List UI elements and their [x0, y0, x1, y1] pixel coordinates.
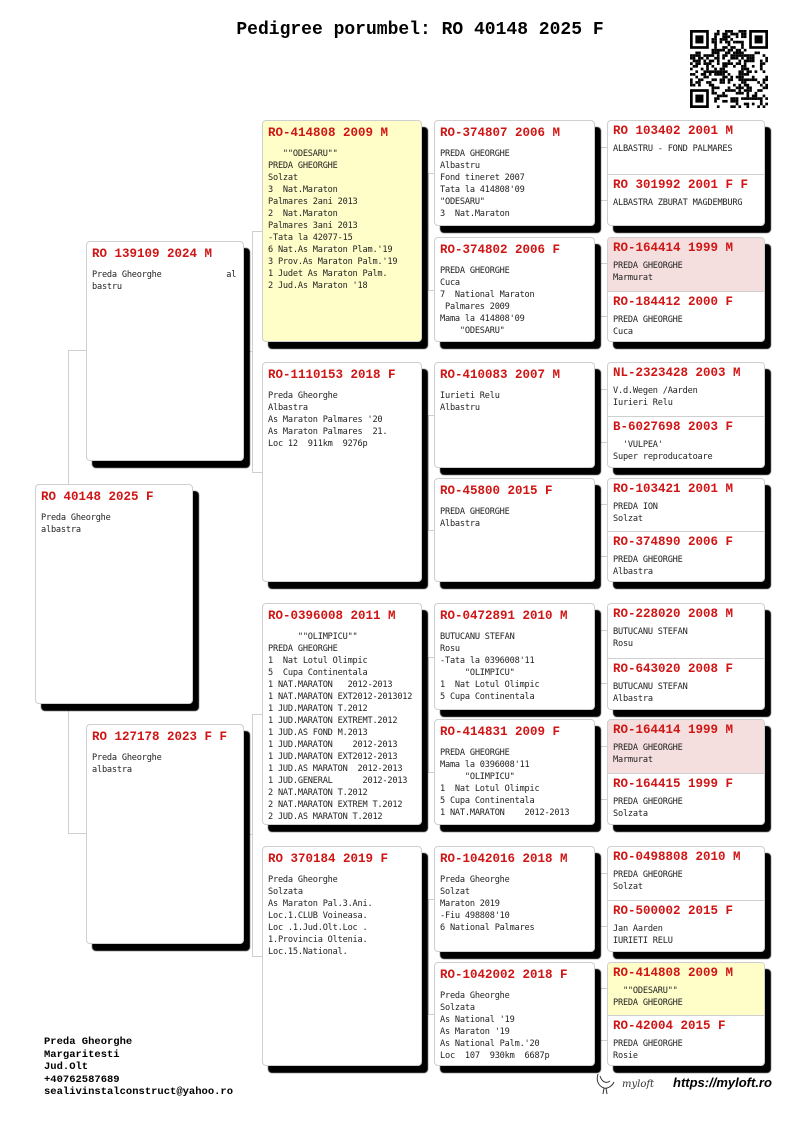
- bird-detail-line: ""ODESARU"": [613, 986, 678, 996]
- connector-line: [428, 657, 429, 773]
- connector-line: [600, 799, 607, 800]
- bird-detail-line: 1.Provincia Oltenia.: [268, 935, 368, 945]
- connector-line: [600, 263, 601, 316]
- connector-line: [600, 263, 607, 264]
- connector-line: [595, 657, 600, 658]
- bird-detail-line: Loc.15.National.: [268, 947, 348, 957]
- bird-logo-icon: [594, 1072, 616, 1096]
- owner-contact: [44, 1036, 233, 1099]
- bird-detail-line: Albastru: [440, 403, 480, 413]
- connector-line: [68, 703, 69, 833]
- great-great-grandparents-pair: [607, 120, 765, 226]
- connector-line: [600, 630, 601, 684]
- bird-ring-id: RO-103421 2001 M: [613, 482, 734, 496]
- connector-line: [595, 530, 600, 531]
- bird-detail-line: PREDA GHEORGHE: [440, 149, 510, 159]
- connector-line: [600, 556, 607, 557]
- bird-detail-line: As Maraton '19: [440, 1027, 510, 1037]
- bird-detail-line: PREDA ION: [613, 502, 658, 512]
- ancestor-card[interactable]: [262, 120, 422, 342]
- bird-detail-line: ""ODESARU"": [268, 149, 338, 159]
- great-great-grandparents-pair: [607, 362, 765, 468]
- bird-detail-line: 'VULPEA': [613, 440, 663, 450]
- connector-line: [600, 630, 607, 631]
- bird-detail-line: Mama la 0396008'11: [440, 760, 530, 770]
- connector-line: [595, 1014, 600, 1015]
- connector-line: [600, 988, 607, 989]
- bird-detail-line: PREDA GHEORGHE: [613, 555, 683, 565]
- bird-detail-line: Palmares 2ani 2013: [268, 197, 358, 207]
- connector-line: [600, 504, 607, 505]
- bird-ring-id: RO-1110153 2018 F: [268, 368, 396, 382]
- bird-detail-line: "ODESARU": [440, 197, 485, 207]
- ancestor-card[interactable]: [434, 846, 595, 952]
- bird-ring-id: RO-0498808 2010 M: [613, 850, 741, 864]
- connector-line: [252, 714, 253, 956]
- bird-detail-line: 1 Nat Lotul Olimpic: [440, 680, 540, 690]
- bird-detail-line: PREDA GHEORGHE: [613, 314, 683, 325]
- connector-line: [252, 472, 262, 473]
- bird-detail-line: PREDA GHEORGHE: [613, 261, 683, 271]
- bird-detail-line: 1 NAT.MARATON 2012-2013: [440, 808, 570, 818]
- connector-line: [68, 350, 86, 351]
- ancestor-card[interactable]: [608, 479, 764, 531]
- bird-ring-id: RO-374802 2006 F: [440, 243, 561, 257]
- ancestor-card[interactable]: [86, 241, 244, 461]
- bird-detail-line: 1 JUD.MARATON 2012-2013: [268, 740, 398, 750]
- bird-detail-line: Preda Gheorghe: [92, 753, 162, 763]
- ancestor-card[interactable]: [608, 363, 764, 416]
- bird-ring-id: RO-1042002 2018 F: [440, 968, 568, 982]
- ancestor-card[interactable]: [434, 962, 595, 1066]
- ancestor-card[interactable]: [434, 603, 595, 710]
- bird-detail-line: 6 National Palmares: [440, 923, 535, 933]
- bird-detail-line: -Fiu 498808'10: [440, 911, 510, 921]
- ancestor-card[interactable]: [608, 604, 764, 658]
- bird-detail-line: PREDA GHEORGHE: [613, 797, 683, 807]
- bird-ring-id: RO 40148 2025 F: [41, 490, 154, 504]
- bird-detail-line: PREDA GHEORGHE: [613, 1039, 683, 1049]
- connector-line: [600, 988, 601, 1040]
- bird-detail-line: 1 Nat Lotul Olimpic: [440, 784, 540, 794]
- bird-detail-line: PREDA GHEORGHE: [613, 870, 683, 880]
- connector-line: [600, 873, 601, 926]
- great-great-grandparents-pair: [607, 237, 765, 342]
- connector-line: [595, 772, 600, 773]
- qr-code: [690, 30, 768, 108]
- bird-detail-line: 3 Nat.Maraton: [440, 209, 510, 219]
- bird-detail-line: Preda Gheorghe: [440, 991, 510, 1001]
- bird-detail-line: PREDA GHEORGHE: [440, 266, 510, 276]
- bird-detail-line: 1 JUD.GENERAL 2012-2013: [268, 776, 408, 786]
- bird-detail-line: V.d.Wegen /Aarden: [613, 386, 698, 396]
- bird-detail-line: Preda Gheorghe al: [92, 270, 237, 280]
- ancestor-card[interactable]: [434, 120, 595, 226]
- bird-ring-id: RO 139109 2024 M: [92, 247, 213, 261]
- bird-detail-line: "OLIMPICU": [440, 772, 515, 782]
- connector-line: [600, 1040, 607, 1041]
- bird-detail-line: Cuca: [440, 278, 460, 288]
- connector-line: [244, 834, 252, 835]
- connector-line: [252, 714, 262, 715]
- bird-ring-id: RO-414808 2009 M: [268, 126, 389, 140]
- ancestor-card[interactable]: [608, 900, 764, 952]
- bird-detail-line: 5 Cupa Continentala: [268, 668, 368, 678]
- great-great-grandparents-pair: [607, 846, 765, 952]
- connector-line: [600, 504, 601, 556]
- ancestor-card[interactable]: [434, 362, 595, 468]
- bird-detail-line: 2 JUD.AS MARATON T.2012: [268, 812, 383, 822]
- connector-line: [428, 415, 429, 530]
- connector-line: [600, 746, 607, 747]
- bird-detail-line: Super reproducatoare: [613, 452, 713, 462]
- ancestor-card[interactable]: [608, 238, 764, 291]
- owner-phone: +40762587689: [44, 1073, 120, 1086]
- connector-line: [428, 173, 429, 290]
- connector-line: [600, 683, 607, 684]
- bird-ring-id: RO-414808 2009 M: [613, 966, 734, 980]
- bird-detail-line: 2 Jud.As Maraton '18: [268, 281, 368, 291]
- ancestor-card[interactable]: [434, 478, 595, 582]
- bird-detail-line: 2 NAT.MARATON T.2012: [268, 788, 368, 798]
- bird-ring-id: RO 127178 2023 F F: [92, 730, 228, 744]
- connector-line: [600, 316, 607, 317]
- ancestor-card[interactable]: [434, 719, 595, 825]
- ancestor-card[interactable]: [608, 847, 764, 900]
- connector-line: [600, 873, 607, 874]
- bird-detail-line: As Maraton Pal.3.Ani.: [268, 899, 373, 909]
- bird-detail-line: 1 Nat Lotul Olimpic: [268, 656, 368, 666]
- connector-line: [422, 472, 428, 473]
- bird-detail-line: Solzat: [613, 882, 643, 892]
- bird-detail-line: Albastra: [440, 519, 480, 529]
- bird-ring-id: RO-374890 2006 F: [613, 535, 734, 549]
- bird-detail-line: 1 JUD.AS MARATON 2012-2013: [268, 764, 403, 774]
- bird-detail-line: Solzata: [440, 1003, 475, 1013]
- bird-ring-id: RO-164414 1999 M: [613, 241, 734, 255]
- ancestor-card[interactable]: [608, 1015, 764, 1066]
- connector-line: [595, 290, 600, 291]
- ancestor-card[interactable]: [608, 963, 764, 1015]
- subject-bird-card[interactable]: [35, 484, 193, 704]
- bird-detail-line: PREDA GHEORGHE: [440, 748, 510, 758]
- great-great-grandparents-pair: [607, 478, 765, 582]
- bird-detail-line: Marmurat: [613, 273, 653, 283]
- ancestor-card[interactable]: [608, 291, 764, 343]
- bird-ring-id: RO-414831 2009 F: [440, 725, 561, 739]
- bird-detail-line: 1 NAT.MARATON 2012-2013: [268, 680, 393, 690]
- connector-line: [595, 899, 600, 900]
- bird-detail-line: Solzata: [268, 887, 303, 897]
- bird-detail-line: 1 Judet As Maraton Palm.: [268, 269, 388, 279]
- bird-detail-line: Albastra: [268, 403, 308, 413]
- great-great-grandparents-pair: [607, 719, 765, 825]
- connector-line: [600, 926, 607, 927]
- connector-line: [595, 415, 600, 416]
- bird-detail-line: BUTUCANU STEFAN: [440, 632, 515, 642]
- bird-ring-id: RO-228020 2008 M: [613, 607, 734, 621]
- connector-line: [422, 231, 428, 232]
- bird-ring-id: RO-42004 2015 F: [613, 1019, 726, 1033]
- bird-detail-line: Rosu: [440, 644, 460, 654]
- bird-detail-line: Albastra: [613, 693, 653, 704]
- bird-detail-line: Rosie: [613, 1051, 638, 1061]
- bird-ring-id: RO-410083 2007 M: [440, 368, 561, 382]
- ancestor-card[interactable]: [608, 658, 764, 711]
- bird-detail-line: Loc 12 911km 9276p: [268, 439, 368, 449]
- bird-detail-line: PREDA GHEORGHE: [440, 507, 510, 517]
- bird-detail-line: Solzata: [613, 809, 648, 819]
- bird-detail-line: "OLIMPICU": [440, 668, 515, 678]
- connector-line: [600, 389, 607, 390]
- bird-detail-line: As Maraton Palmares 21.: [268, 427, 388, 437]
- bird-ring-id: RO-164415 1999 F: [613, 777, 734, 791]
- bird-detail-line: PREDA GHEORGHE: [268, 644, 338, 654]
- ancestor-card[interactable]: [608, 416, 764, 468]
- ancestor-card[interactable]: [608, 121, 764, 174]
- bird-detail-line: Marmurat: [613, 755, 653, 765]
- owner-name: Preda Gheorghe: [44, 1036, 133, 1048]
- bird-detail-line: ALBASTRA ZBURAT MAGDEMBURG: [613, 198, 743, 208]
- bird-detail-line: Iurieti Relu: [440, 391, 500, 401]
- bird-detail-line: PREDA GHEORGHE: [613, 998, 683, 1008]
- bird-detail-line: 6 Nat.As Maraton Plam.'19: [268, 245, 393, 255]
- connector-line: [600, 746, 601, 799]
- bird-detail-line: Albastru: [440, 161, 480, 171]
- bird-detail-line: PREDA GHEORGHE: [268, 161, 338, 171]
- bird-detail-line: 5 Cupa Continentala: [440, 796, 535, 806]
- great-great-grandparents-pair: [607, 962, 765, 1066]
- connector-line: [252, 231, 253, 472]
- bird-detail-line: Palmares 2009: [440, 302, 510, 312]
- bird-detail-line: ""OLIMPICU"": [268, 632, 358, 642]
- bird-ring-id: RO-184412 2000 F: [613, 294, 734, 309]
- bird-detail-line: 5 Cupa Continentala: [440, 692, 535, 702]
- bird-detail-line: Solzat: [613, 514, 643, 524]
- bird-detail-line: albastra: [92, 765, 132, 775]
- bird-detail-line: "ODESARU": [440, 326, 505, 336]
- ancestor-card[interactable]: [262, 846, 422, 1066]
- bird-ring-id: RO-500002 2015 F: [613, 904, 734, 918]
- great-great-grandparents-pair: [607, 603, 765, 710]
- connector-line: [600, 147, 601, 200]
- bird-ring-id: RO-164414 1999 M: [613, 723, 734, 737]
- bird-detail-line: 3 Prov.As Maraton Palm.'19: [268, 257, 398, 267]
- ancestor-card[interactable]: [608, 773, 764, 825]
- ancestor-card[interactable]: [262, 362, 422, 582]
- bird-detail-line: Loc 107 930km 6687p: [440, 1051, 550, 1061]
- bird-ring-id: RO-0472891 2010 M: [440, 609, 568, 623]
- bird-detail-line: Tata la 414808'09: [440, 185, 525, 195]
- bird-detail-line: Fond tineret 2007: [440, 173, 525, 183]
- bird-detail-line: Loc.1.CLUB Voineasa.: [268, 911, 368, 921]
- bird-detail-line: 1 JUD.MARATON T.2012: [268, 704, 368, 714]
- bird-detail-line: 2 NAT.MARATON EXTREM T.2012: [268, 800, 403, 810]
- bird-detail-line: Preda Gheorghe: [268, 875, 338, 885]
- bird-detail-line: 3 Nat.Maraton: [268, 185, 338, 195]
- bird-detail-line: Rosu: [613, 639, 633, 649]
- bird-detail-line: IURIETI RELU: [613, 936, 673, 946]
- ancestor-card[interactable]: [608, 531, 764, 582]
- bird-detail-line: 1 NAT.MARATON EXT2012-2013012: [268, 692, 413, 702]
- bird-detail-line: albastra: [41, 525, 81, 535]
- bird-detail-line: 7 National Maraton: [440, 290, 535, 300]
- ancestor-card[interactable]: [434, 237, 595, 342]
- connector-line: [595, 173, 600, 174]
- bird-detail-line: Loc .1.Jud.Olt.Loc .: [268, 923, 368, 933]
- logo-text: myloft: [622, 1078, 655, 1090]
- page-title: Pedigree porumbel: RO 40148 2025 F: [236, 20, 604, 40]
- owner-locality: Margaritesti: [44, 1048, 120, 1061]
- bird-detail-line: Solzat: [268, 173, 298, 183]
- connector-line: [600, 200, 607, 201]
- ancestor-card[interactable]: [608, 720, 764, 773]
- bird-detail-line: Iurieri Relu: [613, 398, 673, 408]
- bird-ring-id: RO 301992 2001 F F: [613, 178, 749, 192]
- connector-line: [428, 899, 429, 1014]
- connector-line: [252, 231, 262, 232]
- bird-detail-line: -Tata la 42077-15: [268, 233, 353, 243]
- bird-detail-line: As Maraton Palmares '20: [268, 415, 383, 425]
- bird-ring-id: RO 103402 2001 M: [613, 124, 734, 138]
- connector-line: [68, 833, 86, 834]
- bird-detail-line: Albastra: [613, 567, 653, 577]
- bird-detail-line: Preda Gheorghe: [41, 513, 111, 523]
- connector-line: [244, 351, 252, 352]
- connector-line: [600, 389, 601, 442]
- bird-detail-line: As National '19: [440, 1015, 515, 1025]
- bird-detail-line: Mama la 414808'09: [440, 314, 525, 324]
- owner-email: sealivinstalconstruct@yahoo.ro: [44, 1086, 234, 1098]
- bird-ring-id: RO-374807 2006 M: [440, 126, 561, 140]
- bird-detail-line: As National Palm.'20: [440, 1039, 540, 1049]
- bird-ring-id: NL-2323428 2003 M: [613, 366, 741, 380]
- owner-county: Jud.Olt: [44, 1061, 89, 1073]
- bird-ring-id: RO-1042016 2018 M: [440, 852, 568, 866]
- bird-ring-id: RO-45800 2015 F: [440, 484, 553, 498]
- bird-detail-line: BUTUCANU STEFAN: [613, 681, 688, 692]
- bird-ring-id: RO 370184 2019 F: [268, 852, 389, 866]
- ancestor-card[interactable]: [608, 174, 764, 226]
- bird-detail-line: bastru: [92, 282, 122, 292]
- ancestor-card[interactable]: [86, 724, 244, 944]
- myloft-logo: [594, 1072, 654, 1096]
- connector-line: [600, 442, 607, 443]
- bird-detail-line: BUTUCANU STEFAN: [613, 627, 688, 637]
- connector-line: [422, 714, 428, 715]
- ancestor-card[interactable]: [262, 603, 422, 825]
- website-link[interactable]: https://myloft.ro: [673, 1075, 772, 1090]
- bird-detail-line: Maraton 2019: [440, 899, 500, 909]
- bird-detail-line: Solzat: [440, 887, 470, 897]
- connector-line: [600, 147, 607, 148]
- bird-detail-line: 1 JUD.MARATON EXT2012-2013: [268, 752, 398, 762]
- connector-line: [252, 956, 262, 957]
- bird-detail-line: -Tata la 0396008'11: [440, 656, 535, 666]
- bird-detail-line: Preda Gheorghe: [440, 875, 510, 885]
- bird-detail-line: Cuca: [613, 326, 633, 337]
- bird-ring-id: RO-0396008 2011 M: [268, 609, 396, 623]
- bird-detail-line: Preda Gheorghe: [268, 391, 338, 401]
- bird-detail-line: 1 JUD.MARATON EXTREMT.2012: [268, 716, 398, 726]
- bird-detail-line: 1 JUD.AS FOND M.2013: [268, 728, 368, 738]
- bird-ring-id: B-6027698 2003 F: [613, 420, 734, 434]
- connector-line: [422, 956, 428, 957]
- bird-detail-line: PREDA GHEORGHE: [613, 743, 683, 753]
- connector-line: [68, 350, 69, 484]
- bird-detail-line: Jan Aarden: [613, 924, 663, 934]
- bird-detail-line: Palmares 3ani 2013: [268, 221, 358, 231]
- bird-ring-id: RO-643020 2008 F: [613, 661, 734, 676]
- bird-detail-line: 2 Nat.Maraton: [268, 209, 338, 219]
- bird-detail-line: ALBASTRU - FOND PALMARES: [613, 144, 733, 154]
